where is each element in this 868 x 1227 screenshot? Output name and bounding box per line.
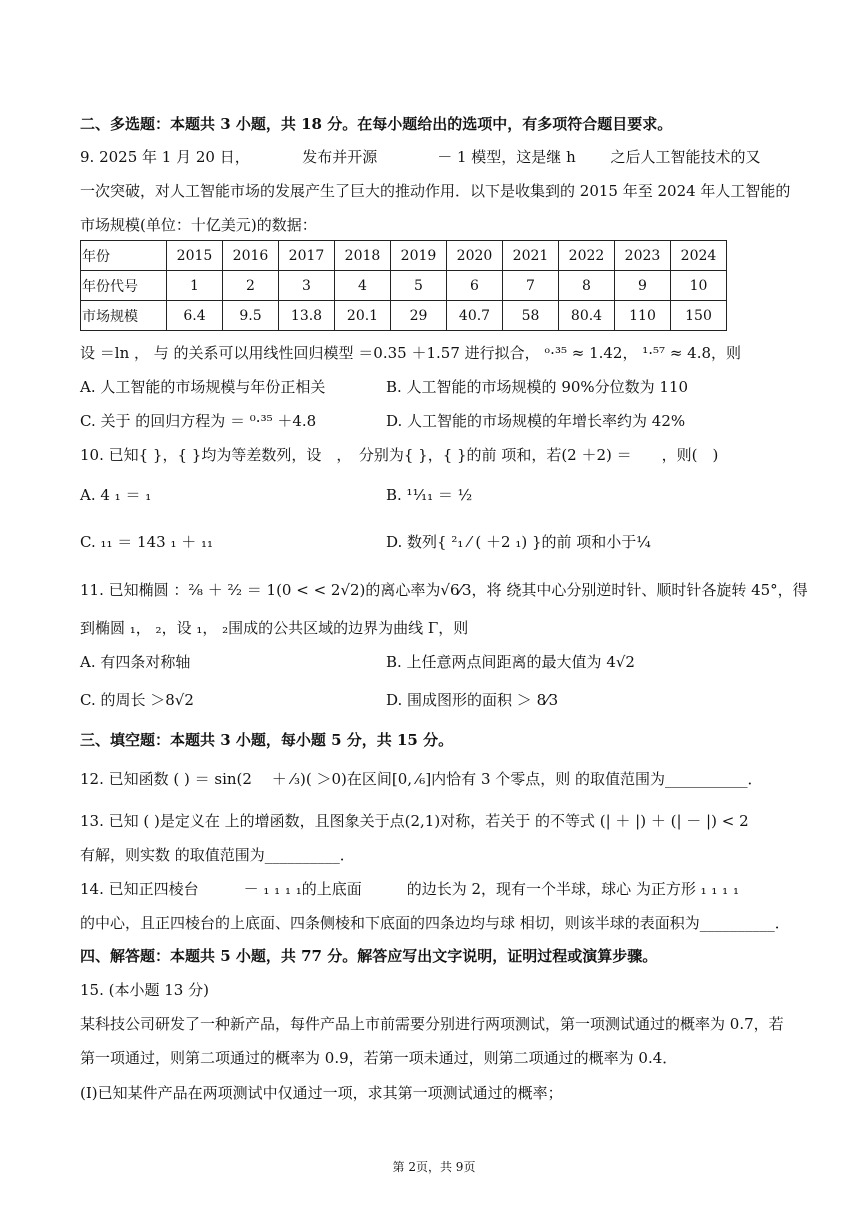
- table-cell: 7: [503, 271, 559, 301]
- table-cell: 2015: [167, 241, 223, 271]
- table-cell: 2022: [559, 241, 615, 271]
- table-cell: 58: [503, 301, 559, 331]
- table-row: [81, 271, 727, 301]
- q14-stem-line1: 14. 已知正四棱台 － ₁ ₁ ₁ ₁的上底面 的边长为 2，现有一个半球，球心 为正方形 ₁ ₁ ₁ ₁: [80, 880, 739, 898]
- q10-option-b: B. ¹¹⁄₁₁ ＝ ½: [386, 486, 473, 504]
- q13-stem-line2: 有解，则实数 的取值范围为__________．: [80, 846, 355, 864]
- table-cell: 13.8: [279, 301, 335, 331]
- q10-option-d: D. 数列{ ²₁ ⁄ ( ＋2 ₁) }的前 项和小于¼: [386, 533, 651, 551]
- table-cell: 20.1: [335, 301, 391, 331]
- q15-stem-line2: 第一项通过，则第二项通过的概率为 0.9，若第一项未通过，则第二项通过的概率为 0.4．: [80, 1049, 678, 1067]
- table-cell: 10: [671, 271, 727, 301]
- q9-stem-line2: 一次突破，对人工智能市场的发展产生了巨大的推动作用．以下是收集到的 2015 年至 2024 年人工智能的: [80, 182, 791, 200]
- q12-stem: 12. 已知函数 ( ) ＝ sin(2 ＋ ⁄₃)( ＞0)在区间[0, ⁄₆]内恰有 3 个零点，则 的取值范围为___________．: [80, 770, 763, 788]
- table-cell: 1: [167, 271, 223, 301]
- table-cell: 9.5: [223, 301, 279, 331]
- table-cell: 2021: [503, 241, 559, 271]
- section-heading-fill-blank: 三、填空题：本题共 3 小题，每小题 5 分，共 15 分。: [80, 731, 454, 749]
- table-cell: 2019: [391, 241, 447, 271]
- table-cell: 2023: [615, 241, 671, 271]
- table-cell: 年份: [81, 241, 167, 271]
- table-cell: 110: [615, 301, 671, 331]
- table-cell: 2017: [279, 241, 335, 271]
- table-cell: 3: [279, 271, 335, 301]
- q11-option-b: B. 上任意两点间距离的最大值为 4√2: [386, 653, 635, 671]
- q9-option-d: D. 人工智能的市场规模的年增长率约为 42%: [386, 412, 686, 430]
- q11-option-c: C. 的周长 ＞8√2: [80, 691, 194, 709]
- table-cell: 150: [671, 301, 727, 331]
- table-cell: 40.7: [447, 301, 503, 331]
- table-cell: 年份代号: [81, 271, 167, 301]
- q9-option-b: B. 人工智能的市场规模的 90%分位数为 110: [386, 378, 689, 396]
- q11-option-a: A. 有四条对称轴: [80, 653, 191, 671]
- table-cell: 29: [391, 301, 447, 331]
- table-cell: 6: [447, 271, 503, 301]
- table-cell: 2018: [335, 241, 391, 271]
- table-cell: 2020: [447, 241, 503, 271]
- q9-stem-line3: 市场规模(单位：十亿美元)的数据：: [80, 216, 317, 234]
- table-header-row: [81, 241, 727, 271]
- table-cell: 9: [615, 271, 671, 301]
- table-cell: 8: [559, 271, 615, 301]
- q10-option-a: A. 4 ₁ ＝ ₁: [80, 486, 152, 504]
- q15-part-1: (Ⅰ)已知某件产品在两项测试中仅通过一项，求其第一项测试通过的概率；: [80, 1084, 563, 1102]
- q13-stem-line1: 13. 已知 ( )是定义在 上的增函数，且图象关于点(2,1)对称，若关于 的不等式 (| ＋ |) ＋ (| － |) < 2: [80, 812, 749, 830]
- q10-stem: 10. 已知{ }，{ }均为等差数列，设 ， 分别为{ }，{ }的前 项和，若(2 ＋2) ＝ ，则( ): [80, 446, 719, 464]
- section-heading-multiple-choice: 二、多选题：本题共 3 小题，共 18 分。在每小题给出的选项中，有多项符合题目要求。: [80, 115, 673, 133]
- q11-stem-line2: 到椭圆 ₁， ₂，设 ₁， ₂围成的公共区域的边界为曲线 Γ，则: [80, 619, 469, 637]
- table-cell: 80.4: [559, 301, 615, 331]
- table-row: [81, 301, 727, 331]
- table-cell: 2: [223, 271, 279, 301]
- section-heading-problems: 四、解答题：本题共 5 小题，共 77 分。解答应写出文字说明，证明过程或演算步骤。: [80, 947, 658, 965]
- ai-market-table: [80, 240, 727, 331]
- table-cell: 2024: [671, 241, 727, 271]
- table-cell: 4: [335, 271, 391, 301]
- q11-option-d: D. 围成图形的面积 ＞ 8⁄3: [386, 691, 559, 709]
- table-cell: 6.4: [167, 301, 223, 331]
- q15-stem-line1: 某科技公司研发了一种新产品，每件产品上市前需要分别进行两项测试，第一项测试通过的概率为 0.7，若: [80, 1015, 784, 1033]
- q9-option-c: C. 关于 的回归方程为 ＝ ⁰·³⁵ ＋4.8: [80, 412, 317, 430]
- page-footer: 第 2页，共 9页: [392, 1160, 476, 1174]
- q9-stem-line1: 9. 2025 年 1 月 20 日， 发布并开源 － 1 模型，这是继 h 之后人工智能技术的又: [80, 148, 761, 166]
- q9-option-a: A. 人工智能的市场规模与年份正相关: [80, 378, 326, 396]
- q14-stem-line2: 的中心，且正四棱台的上底面、四条侧棱和下底面的四条边均与球 相切，则该半球的表面积为__________．: [80, 914, 790, 932]
- q11-stem-line1: 11. 已知椭圆 ：²⁄₈ ＋ ²⁄₂ ＝ 1(0 < < 2√2)的离心率为√6⁄3，将 绕其中心分别逆时针、顺时针各旋转 45°，得: [80, 581, 808, 599]
- q9-model-line: 设 ＝ln ， 与 的关系可以用线性回归模型 ＝0.35 ＋1.57 进行拟合， ᵒ·³⁵ ≈ 1.42， ¹·⁵⁷ ≈ 4.8，则: [80, 344, 742, 362]
- q15-title: 15. (本小题 13 分): [80, 981, 209, 999]
- table-cell: 市场规模: [81, 301, 167, 331]
- table-cell: 5: [391, 271, 447, 301]
- table-cell: 2016: [223, 241, 279, 271]
- q10-option-c: C. ₁₁ ＝ 143 ₁ ＋ ₁₁: [80, 533, 214, 551]
